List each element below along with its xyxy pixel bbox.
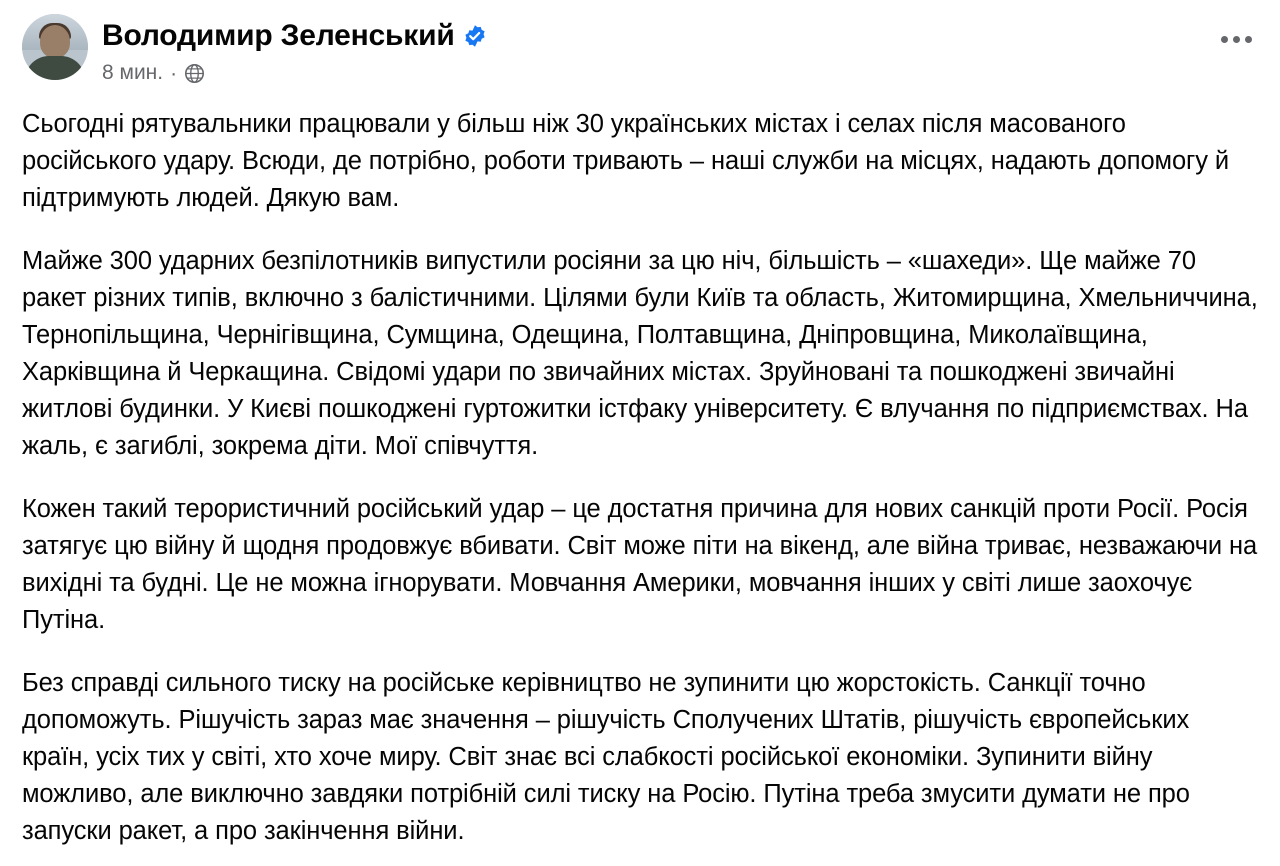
post-paragraph: Майже 300 ударних безпілотників випустили росіяни за цю ніч, більшість – «шахеди». Ще майже 70 ракет різних типів, включно з балістичними. Цілями були Київ та область, Житомирщина, Хмельниччина, Тернопільщина, Чернігівщина, Сумщина, Одещина, Полтавщина, Дніпровщина, Миколаївщина, Харківщина й Черкащина. Свідомі удари по звичайних містах. Зруйновані та пошкоджені звичайні житлові будинки. У Києві пошкоджені гуртожитки істфаку університету. Є влучання по підприємствах. На жаль, є загиблі, зокрема діти. Мої співчуття. [22, 247, 1258, 460]
post-paragraph: Сьогодні рятувальники працювали у більш ніж 30 українських містах і селах після масованого російського удару. Всюди, де потрібно, роботи тривають – наші служби на місцях, надають допомогу й підтримують людей. Дякую вам. [22, 110, 1230, 212]
author-row [102, 18, 487, 54]
avatar[interactable] [22, 14, 88, 80]
ellipsis-icon-dot-1 [1221, 36, 1228, 43]
post-header-text [102, 14, 487, 86]
avatar-face [40, 25, 70, 58]
post-options-button[interactable] [1214, 24, 1258, 54]
avatar-body [25, 56, 85, 80]
post-timestamp[interactable]: 8 мин. [102, 61, 164, 84]
verified-badge-icon [463, 24, 487, 48]
post-paragraph: Кожен такий терористичний російський удар – це достатня причина для нових санкцій проти Росії. Росія затягує цю війну й щодня продовжує вбивати. Світ може піти на вікенд, але війна триває, незважаючи на вихідні та будні. Це не можна ігнорувати. Мовчання Америки, мовчання інших у світі лише заохочує Путіна. [22, 495, 1258, 634]
meta-separator: · [170, 61, 178, 85]
post-paragraph: Без справді сильного тиску на російське керівництво не зупинити цю жорстокість. Санкції точно допоможуть. Рішучість зараз має значення – рішучість Сполучених Штатів, рішучість європейських країн, усіх тих у світі, хто хоче миру. Світ знає всі слабкості російської економіки. Зупинити війну можливо, але виключно завдяки потрібній силі тиску на Росію. Путіна треба змусити думати не про запуски ракет, а про закінчення війни. [22, 669, 1190, 845]
post-header [22, 14, 1258, 92]
globe-icon[interactable] [184, 63, 205, 84]
author-name[interactable]: Володимир Зеленський [102, 19, 455, 52]
post-meta [102, 60, 487, 86]
ellipsis-icon-dot-3 [1245, 36, 1252, 43]
post-body [22, 106, 1258, 850]
ellipsis-icon-dot-2 [1233, 36, 1240, 43]
